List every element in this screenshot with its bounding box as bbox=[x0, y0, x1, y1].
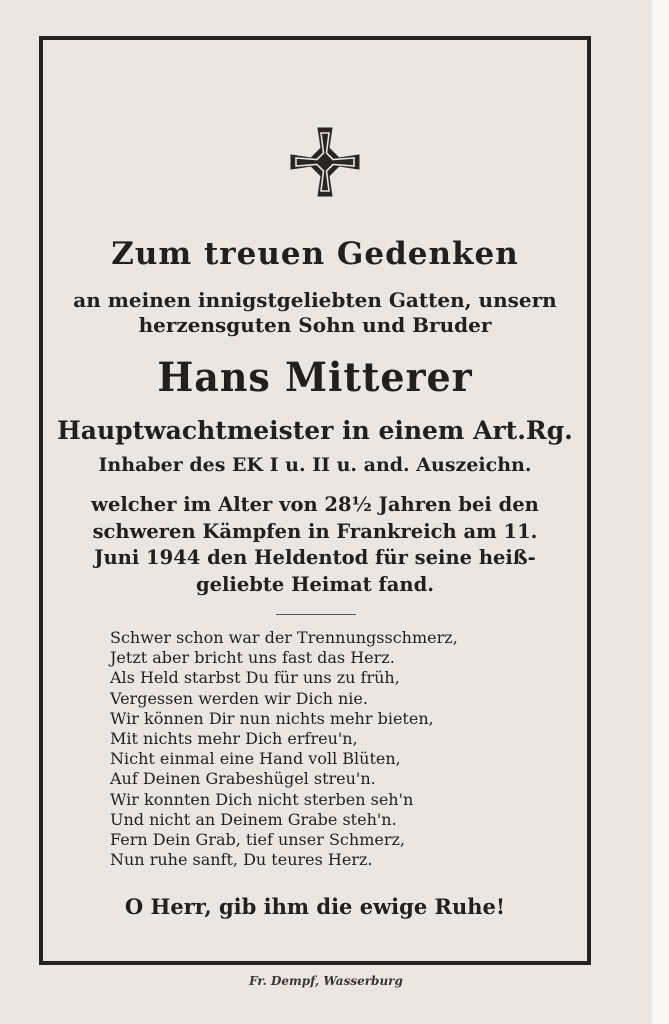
scan-background-edge bbox=[652, 0, 669, 1024]
poem-line: Als Held starbst Du für uns zu früh, bbox=[110, 668, 400, 688]
death-notice bbox=[43, 492, 587, 598]
military-rank: Hauptwachtmeister in einem Art.Rg. bbox=[57, 416, 573, 445]
dedication-line: herzensguten Sohn und Bruder bbox=[138, 313, 492, 337]
poem-line: Mit nichts mehr Dich erfreu'n, bbox=[110, 729, 358, 749]
printer-credit: Fr. Dempf, Wasserburg bbox=[249, 974, 403, 988]
death-notice-line: schweren Kämpfen in Frankreich am 11. bbox=[92, 519, 538, 543]
poem-line: Und nicht an Deinem Grabe steh'n. bbox=[110, 809, 397, 829]
closing-prayer: O Herr, gib ihm die ewige Ruhe! bbox=[124, 894, 506, 919]
memorial-poem bbox=[110, 628, 550, 870]
poem-line: Wir können Dir nun nichts mehr bieten, bbox=[110, 708, 434, 728]
deceased-name: Hans Mitterer bbox=[157, 354, 473, 401]
poem-line: Nun ruhe sanft, Du teures Herz. bbox=[110, 850, 373, 870]
poem-line: Nicht einmal eine Hand voll Blüten, bbox=[110, 749, 401, 769]
dedication-line: an meinen innigstgeliebten Gatten, unsern bbox=[73, 288, 557, 312]
honors-text: Inhaber des EK I u. II u. and. Auszeichn. bbox=[98, 454, 532, 476]
death-notice-line: Juni 1944 den Heldentod für seine heiß- bbox=[94, 546, 536, 569]
memorial-heading: Zum treuen Gedenken bbox=[111, 236, 519, 272]
poem-line: Vergessen werden wir Dich nie. bbox=[110, 688, 368, 708]
poem-line: Auf Deinen Grabeshügel streu'n. bbox=[110, 769, 376, 789]
iron-cross-icon bbox=[288, 125, 362, 199]
poem-line: Schwer schon war der Trennungsschmerz, bbox=[110, 628, 458, 647]
poem-line: Wir konnten Dich nicht sterben seh'n bbox=[110, 789, 414, 809]
death-notice-line: welcher im Alter von 28½ Jahren bei den bbox=[91, 493, 539, 516]
death-notice-line: geliebte Heimat fand. bbox=[195, 572, 435, 596]
poem-line: Fern Dein Grab, tief unser Schmerz, bbox=[110, 830, 405, 850]
poem-line: Jetzt aber bricht uns fast das Herz. bbox=[110, 648, 395, 668]
dedication-text bbox=[43, 288, 587, 338]
divider-line bbox=[276, 614, 356, 615]
